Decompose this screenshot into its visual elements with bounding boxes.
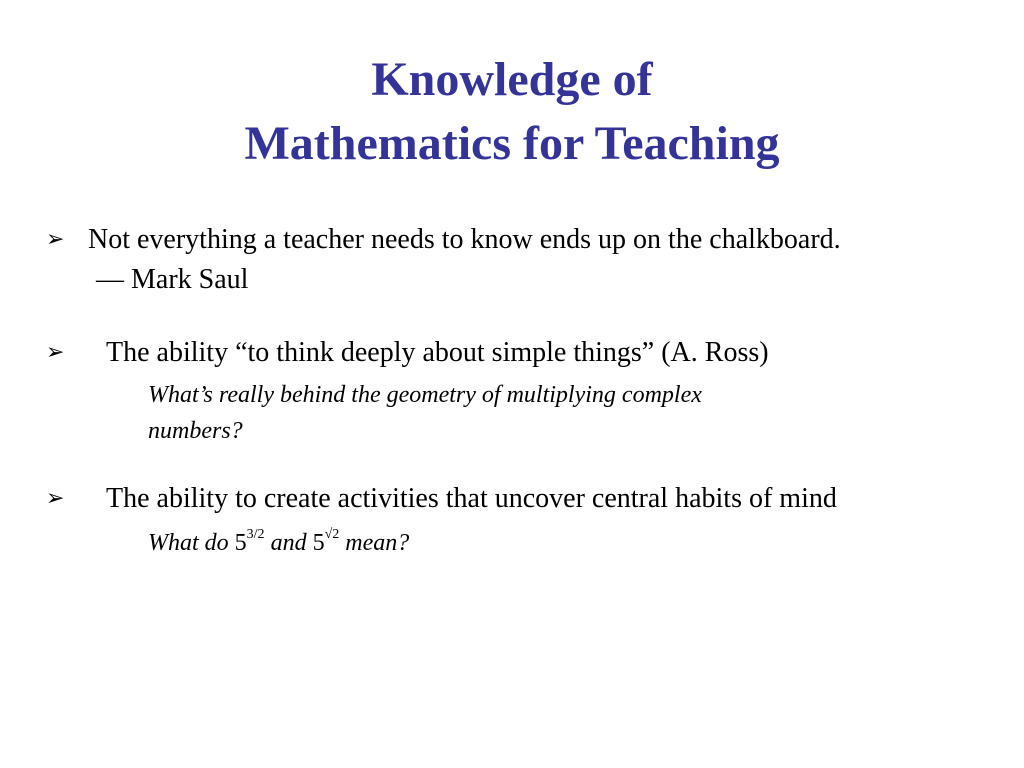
bullet-2-subtext-line-2: numbers? [148,418,243,444]
bullet-2-text: The ability “to think deeply about simple things” (A. Ross) [106,337,769,368]
bullet-1-text: Not everything a teacher needs to know ends up on the chalkboard. [88,224,841,255]
bullet-1-attribution: — Mark Saul [96,264,249,295]
slide-title [0,48,1024,176]
subtext-prefix: What do [148,530,235,556]
bullet-3-text: The ability to create activities that uncover central habits of mind [106,483,837,514]
exponent-sqrt-2: √2 [324,527,340,542]
exponent-3-2: 3/2 [246,527,265,542]
title-line-1: Knowledge of [371,53,653,106]
title-line-2: Mathematics for Teaching [244,117,780,170]
bullet-2-subtext-line-1: What’s really behind the geometry of multiplying complex [148,382,702,408]
bullet-3-subtext [148,527,409,559]
arrow-bullet-icon: ➢ [46,227,65,252]
subtext-middle: and [264,530,313,556]
subtext-suffix: mean? [339,530,410,556]
arrow-bullet-icon: ➢ [46,340,65,365]
power-base-2: 5 [312,530,325,556]
power-base-1: 5 [234,530,247,556]
arrow-bullet-icon: ➢ [46,486,65,511]
